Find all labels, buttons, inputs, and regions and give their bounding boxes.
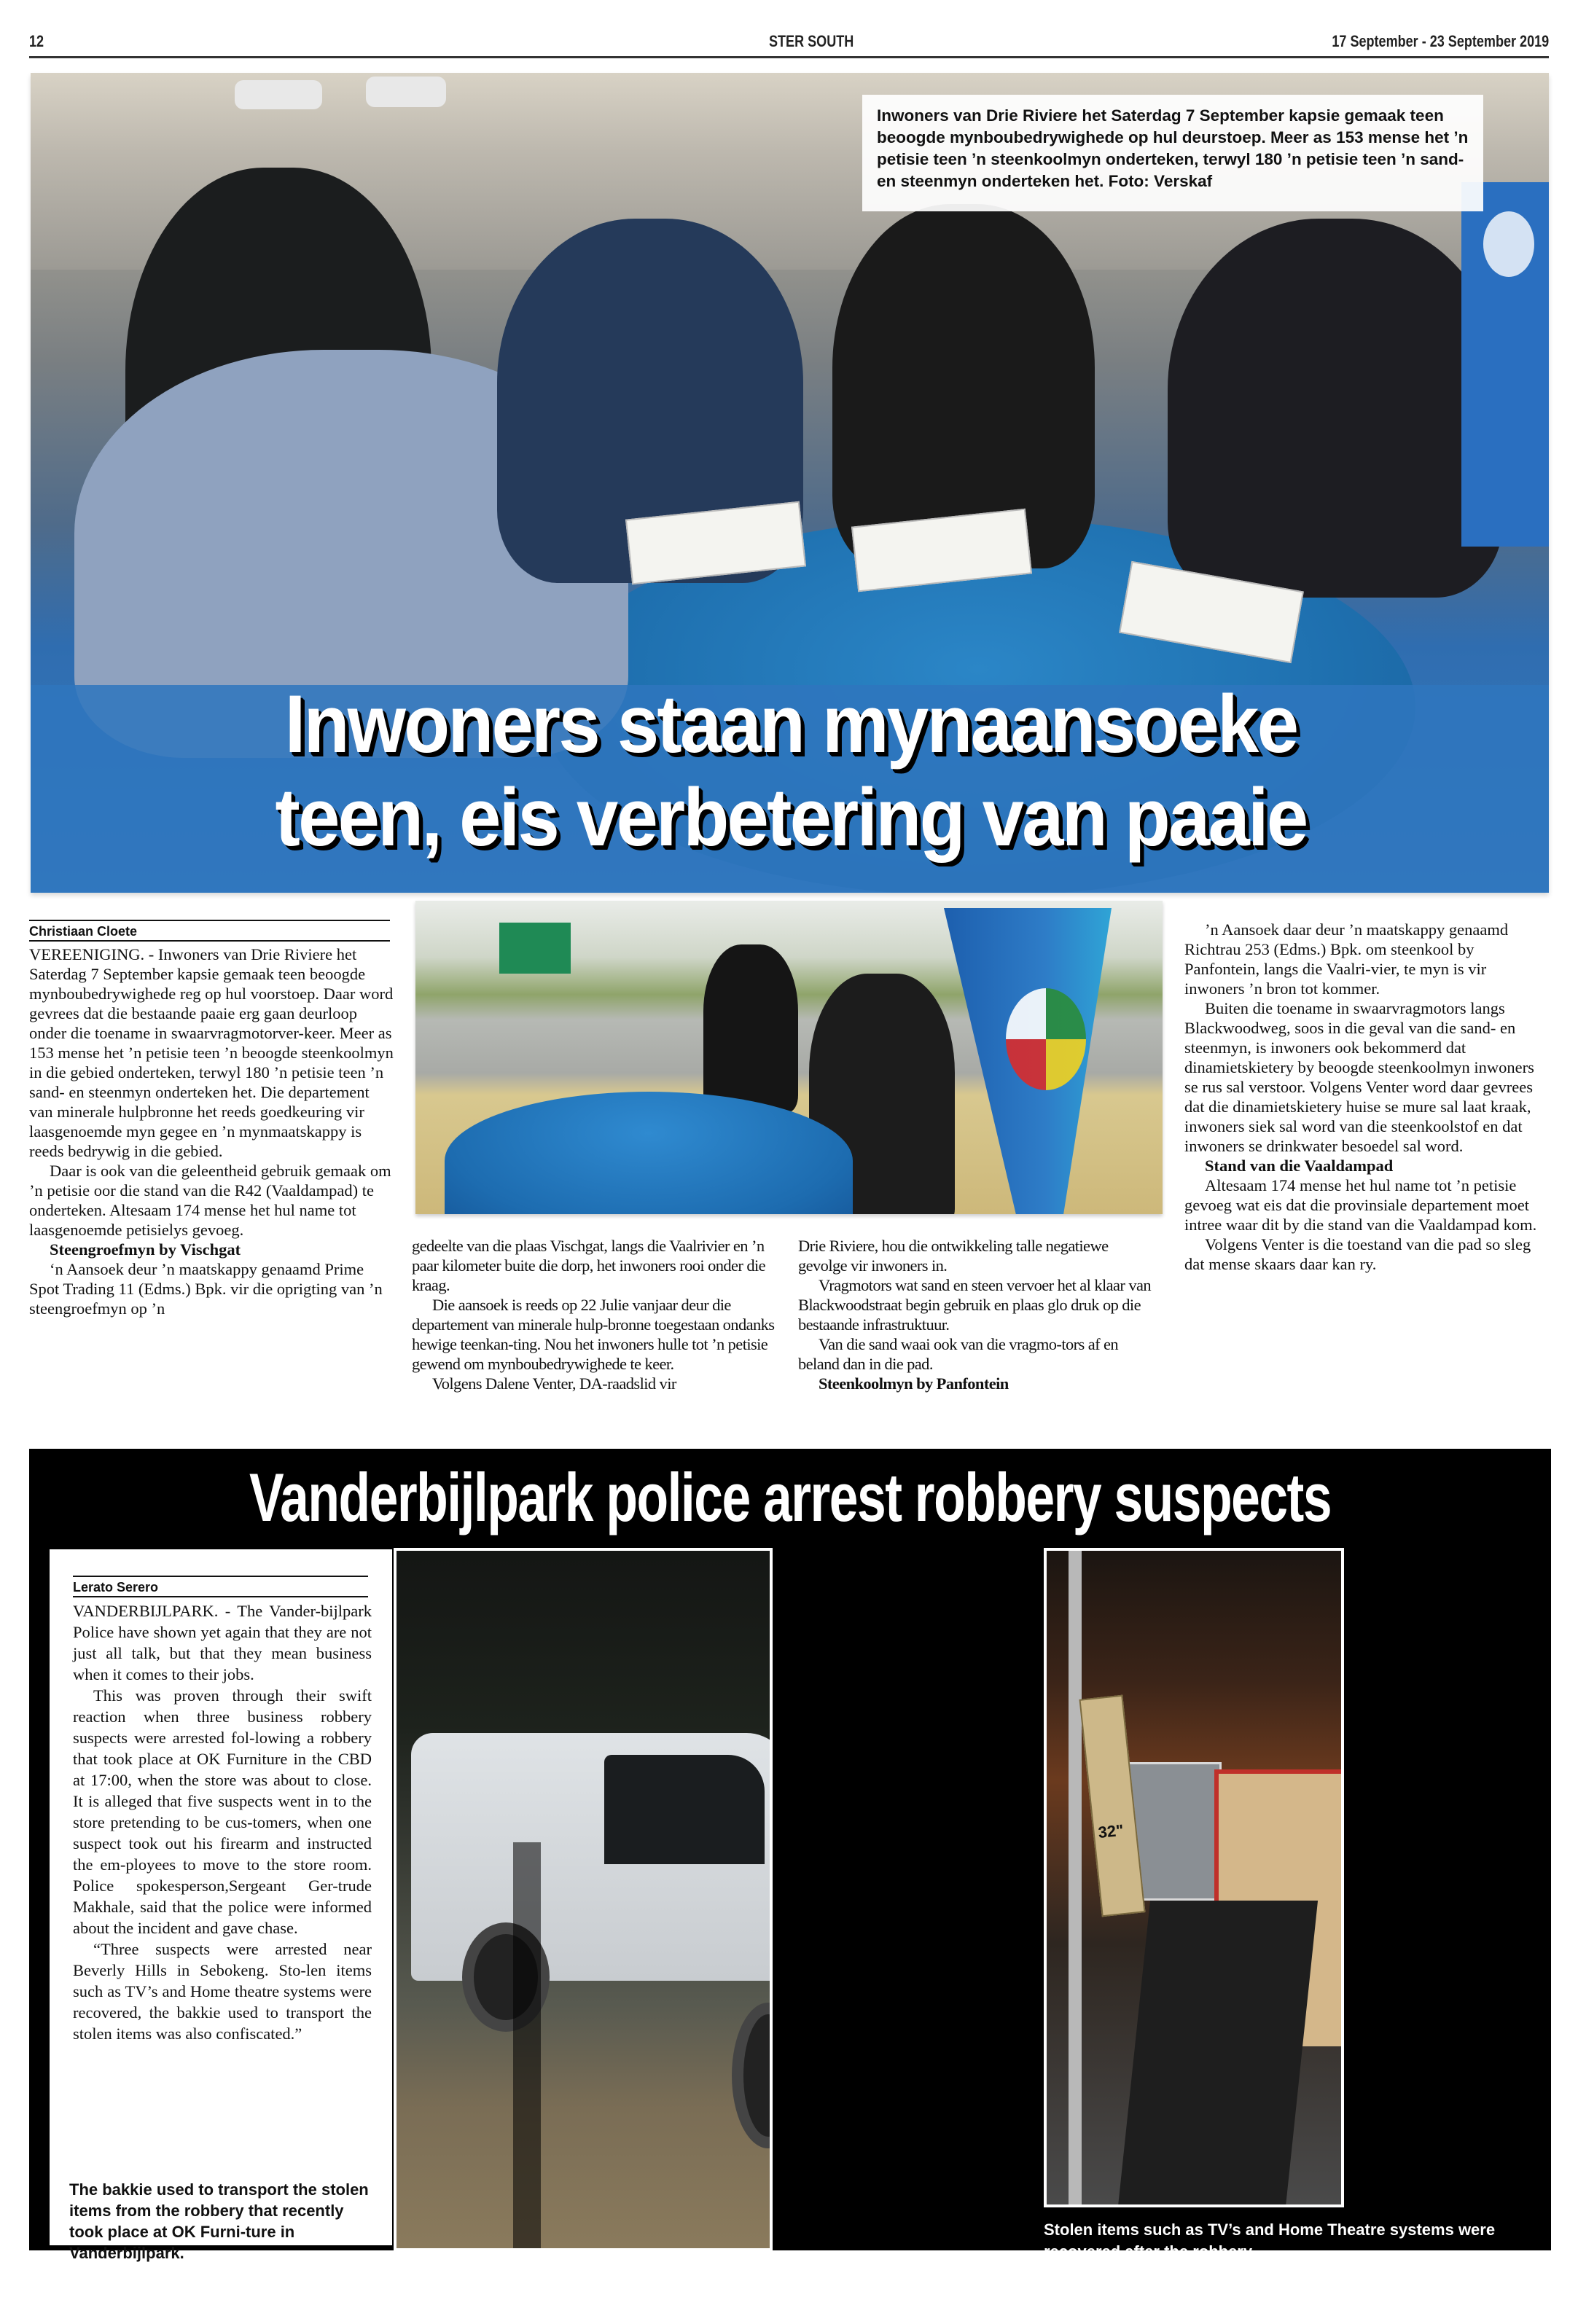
photo-person	[703, 944, 798, 1112]
paragraph: Vragmotors wat sand en steen vervoer het al klaar van Blackwoodstraat begin gebruik en plaas glo druk op die bestaande infrastruktuur.	[798, 1276, 1152, 1334]
story2-body	[73, 1600, 372, 2044]
paragraph: Van die sand waai ook van die vragmo-tors af en beland dan in die pad.	[798, 1335, 1119, 1373]
photo-bakkie	[394, 1548, 773, 2251]
photo-car	[235, 80, 322, 109]
paragraph: Volgens Dalene Venter, DA-raadslid vir	[432, 1374, 676, 1393]
masthead	[29, 31, 1549, 57]
paragraph: Drie Riviere, hou die ontwikkeling talle negatiewe gevolge vir inwoners in.	[798, 1237, 1109, 1275]
story1-headline-line2: teen, eis verbetering van paaie	[275, 772, 1307, 863]
story1-column-4	[1184, 920, 1549, 1274]
photo-car	[366, 77, 446, 107]
paragraph: Daar is ook van die geleentheid gebruik gemaak om ’n petisie oor die stand van die R42 (Vaaldampad) te onderteken. Altesaam 174 mense het hul name tot laasgenoemde petisielys gevoeg.	[29, 1162, 391, 1239]
paragraph: “Three suspects were arrested near Beverly Hills in Sebokeng. Sto-len items such as TV’s and Home theatre systems were recovered, the bakkie used to transport the stolen items was also confiscated.”	[73, 1940, 372, 2043]
issue-date: 17 September - 23 September 2019	[1332, 32, 1549, 50]
photo-road-sign	[499, 923, 571, 974]
photo-stolen-goods	[1044, 1548, 1344, 2207]
photo-truck-window	[604, 1755, 765, 1864]
paragraph: This was proven through their swift reaction when three business robbery suspects were arrested fol-lowing a robbery that took place at OK Furniture in the CBD at 17:00, when the store was about to close. It is alleged that five suspects went in to the store pretending to be cus-tomers, when one suspect took out his firearm and instructed the em-ployees to move to the store room. Police spokesperson,Sergeant Ger-trude Makhale, said that the police were informed about the incident and gave chase.	[73, 1686, 372, 1937]
paragraph: Buiten die toename in swaarvragmotors langs Blackwoodweg, soos in die geval van die sand- en steenmyn, is inwoners ook bekommerd dat dinamietskietery by beoogde steenkoolmyn inwoners se rus sal verstoor. Volgens Venter word daar gevrees dat die dinamietskietery huise se mure sal laat kraak, inwoners siek sal word van die steenkoolstof en dat inwoners se drinkwater besoedel sal word.	[1184, 999, 1534, 1155]
subheading: Steengroefmyn by Vischgat	[50, 1240, 241, 1259]
page-number: 12	[29, 32, 44, 50]
story1-column-2	[412, 1236, 780, 1393]
paragraph: ’n Aansoek daar deur ’n maatskappy genaamd Richtrau 253 (Edms.) Bpk. om steenkool by Panfontein, langs die Vaalri-vier, te myn is vir inwoners ’n bron tot kommer.	[1184, 920, 1509, 998]
photo-party-banner	[1461, 182, 1549, 547]
mid-photo-petition-table	[415, 901, 1163, 1214]
photo-truck-wheel	[732, 2003, 773, 2148]
hero-photo-caption: Inwoners van Drie Riviere het Saterdag 7 September kapsie gemaak teen beoogde mynboubedrywighede op hul deurstoep. Meer as 153 mense het ’n petisie teen ’n steenkoolmyn onderteken, terwyl 180 ’n petisie teen ’n sand- en steenmyn onderteken het. Foto: Verskaf	[862, 95, 1483, 211]
tv-box-label: 32"	[1097, 1820, 1125, 1842]
story1-column-1	[29, 944, 394, 1318]
story1-headline-line1: Inwoners staan mynaansoeke	[284, 678, 1297, 770]
paragraph: VANDERBIJLPARK. - The Vander-bijlpark Police have shown yet again that they are not just all talk, but that they mean business when it comes to their jobs.	[73, 1602, 372, 1683]
paragraph: VEREENIGING. - Inwoners van Drie Riviere het Saterdag 7 September kapsie gemaak teen beoogde mynboubedrywighede reg op hul voorstoep. Daar word gevrees dat die bestaande paaie erg gaan deurloop onder die toename in swaarvragmotorver-keer. Meer as 153 mense het ’n petisie teen ’n beoogde steenkoolmyn in die gebied onderteken, terwyl 180 ’n petisie teen ’n sand- en steenmyn onderteken het. Die departement van minerale hulpbronne het reeds goedkeuring vir laasgenoemde myn gegee en ’n mynmaatskappy is reeds bedrywig in die gebied.	[29, 945, 394, 1160]
masthead-rule	[29, 56, 1549, 58]
photo-party-logo	[1006, 988, 1086, 1090]
photo-tv-screen	[1118, 1901, 1318, 2207]
photo-person	[1168, 219, 1503, 598]
photo-shadow	[513, 1842, 541, 2251]
subheading: Stand van die Vaaldampad	[1205, 1157, 1394, 1175]
paragraph: ‘n Aansoek deur ’n maatskappy genaamd Prime Spot Trading 11 (Edms.) Bpk. vir die oprigting van ’n steengroefmyn op ’n	[29, 1260, 383, 1318]
photo-person	[832, 204, 1095, 568]
story2-byline: Lerato Serero	[73, 1576, 368, 1597]
paragraph: Altesaam 174 mense het hul name tot ’n petisie gevoeg wat eis dat die provinsiale departement moet intree waar dit by die stand van die Vaaldampad kom.	[1184, 1176, 1537, 1234]
publication-name: STER SOUTH	[769, 32, 854, 50]
paragraph: gedeelte van die plaas Vischgat, langs die Vaalrivier en ’n paar kilometer buite die dorp, het inwoners rooi onder die kraag.	[412, 1237, 766, 1294]
subheading: Steenkoolmyn by Panfontein	[819, 1374, 1009, 1393]
goods-photo-caption: Stolen items such as TV’s and Home Theatre systems were recovered after the robbery.	[1044, 2221, 1496, 2261]
paragraph: Die aansoek is reeds op 22 Julie vanjaar deur die departement van minerale hulp-bronne toegestaan ondanks hewige teenkan-ting. Nou het inwoners hulle tot ’n petisie gewend om mynboubedrywighede te keer.	[412, 1296, 775, 1373]
story1-byline: Christiaan Cloete	[29, 920, 390, 942]
paragraph: Volgens Venter is die toestand van die pad so sleg dat mense skaars daar kan ry.	[1184, 1235, 1531, 1273]
bakkie-photo-caption: The bakkie used to transport the stolen items from the robbery that recently took place at OK Furni-ture in Vanderbijlpark.	[69, 2180, 369, 2262]
story2-headline: Vanderbijlpark police arrest robbery suspects	[249, 1459, 1332, 1535]
story1-column-3	[798, 1236, 1159, 1393]
photo-truck-rail	[1069, 1551, 1082, 2207]
story1-headline	[103, 678, 1478, 864]
